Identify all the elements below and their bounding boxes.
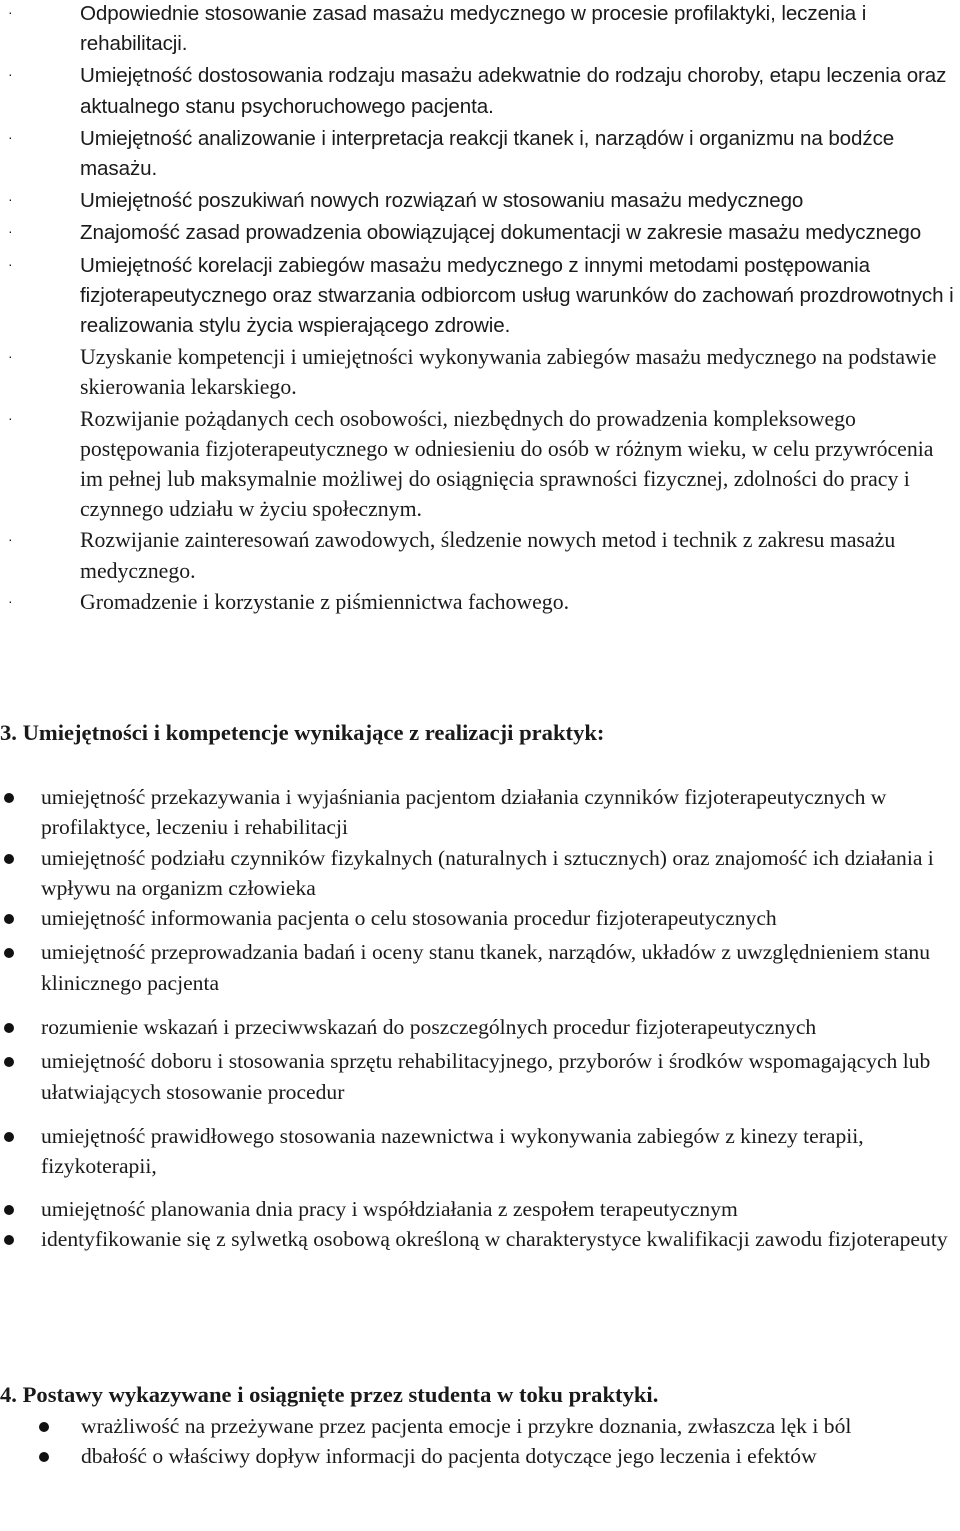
section-3-list — [0, 782, 960, 1254]
bullet-icon — [4, 914, 14, 924]
list-item: · Odpowiednie stosowanie zasad masażu medycznego w procesie profilaktyki, leczenia i rehabilitacji. — [0, 0, 960, 59]
list-item: · Umiejętność korelacji zabiegów masażu medycznego z innymi metodami postępowania fizjoterapeutycznego oraz stwarzania odbiorcom usług warunków do zachowań prozdrowotnych i realizowania stylu życia wspierającego zdrowie. — [0, 249, 960, 342]
section-4-heading: 4. Postawy wykazywane i osiągnięte przez studenta w toku praktyki. — [0, 1382, 659, 1407]
list-item: · Umiejętność analizowanie i interpretacja reakcji tkanek i, narządów i organizmu na bodźce masażu. — [0, 122, 960, 184]
bullet-icon — [4, 948, 14, 958]
bullet-icon — [4, 1235, 14, 1245]
dot-bullet-icon: · — [8, 223, 13, 240]
bullet-icon — [39, 1452, 49, 1462]
list-item: · Umiejętność dostosowania rodzaju masażu adekwatnie do rodzaju choroby, etapu leczenia oraz aktualnego stanu psychoruchowego pacjenta. — [0, 59, 960, 121]
list-item: · Znajomość zasad prowadzenia obowiązującej dokumentacji w zakresie masażu medycznego — [0, 216, 960, 248]
list-item: umiejętność podziału czynników fizykalnych (naturalnych i sztucznych) oraz znajomość ich działania i wpływu na organizm człowieka — [0, 843, 960, 904]
dot-bullet-icon: · — [8, 409, 13, 426]
bullet-icon — [4, 1132, 14, 1142]
list-item: · Rozwijanie zainteresowań zawodowych, śledzenie nowych metod i technik z zakresu masażu medycznego. — [0, 524, 960, 585]
list-item: umiejętność przekazywania i wyjaśniania pacjentom działania czynników fizjoterapeutycznych w profilaktyce, leczeniu i rehabilitacji — [0, 782, 960, 843]
dot-bullet-icon: · — [8, 255, 13, 272]
list-item: umiejętność planowania dnia pracy i współdziałania z zespołem terapeutycznym — [0, 1194, 960, 1224]
list-item: dbałość o właściwy dopływ informacji do pacjenta dotyczące jego leczenia i efektów — [0, 1441, 960, 1471]
list-item: umiejętność doboru i stosowania sprzętu rehabilitacyjnego, przyborów i środków wspomagających lub ułatwiających stosowanie procedur — [0, 1046, 960, 1107]
list-item: umiejętność prawidłowego stosowania nazewnictwa i wykonywania zabiegów z kinezy terapii, fizykoterapii, — [0, 1121, 960, 1182]
bullet-icon — [4, 1023, 14, 1033]
bullet-icon — [4, 793, 14, 803]
dot-bullet-icon: · — [8, 592, 13, 609]
list-item: · Rozwijanie pożądanych cech osobowości, niezbędnych do prowadzenia kompleksowego postępowania fizjoterapeutycznego w odniesieniu do osób w różnym wieku, w celu przywrócenia im pełnej lub maksymalnie możliwej do osiągnięcia sprawności fizycznej, zdolności do pracy i czynnego udziału w życiu społecznym. — [0, 403, 960, 525]
bullet-icon — [4, 1205, 14, 1215]
dot-bullet-icon: · — [8, 4, 13, 20]
list-item: · Gromadzenie i korzystanie z piśmiennictwa fachowego. — [0, 586, 960, 617]
dot-bullet-icon: · — [8, 191, 13, 208]
intro-competency-list — [0, 0, 960, 617]
list-item: rozumienie wskazań i przeciwwskazań do poszczególnych procedur fizjoterapeutycznych — [0, 1012, 960, 1042]
dot-bullet-icon: · — [8, 128, 13, 145]
section-3-heading: 3. Umiejętności i kompetencje wynikające z realizacji praktyk: — [0, 720, 605, 745]
dot-bullet-icon: · — [8, 66, 13, 83]
list-item: · Umiejętność poszukiwań nowych rozwiązań w stosowaniu masażu medycznego — [0, 184, 960, 216]
dot-bullet-icon: · — [8, 531, 13, 548]
bullet-icon — [4, 854, 14, 864]
bullet-icon — [4, 1057, 14, 1067]
list-item: wrażliwość na przeżywane przez pacjenta emocje i przykre doznania, zwłaszcza lęk i ból — [0, 1411, 960, 1441]
dot-bullet-icon: · — [8, 348, 13, 365]
section-4-list — [0, 1411, 960, 1472]
list-item: · Uzyskanie kompetencji i umiejętności wykonywania zabiegów masażu medycznego na podstawie skierowania lekarskiego. — [0, 341, 960, 402]
bullet-icon — [39, 1422, 49, 1432]
list-item: umiejętność przeprowadzania badań i oceny stanu tkanek, narządów, układów z uwzględnieniem stanu klinicznego pacjenta — [0, 937, 960, 998]
list-item: identyfikowanie się z sylwetką osobową określoną w charakterystyce kwalifikacji zawodu fizjoterapeuty — [0, 1224, 960, 1254]
list-item: umiejętność informowania pacjenta o celu stosowania procedur fizjoterapeutycznych — [0, 903, 960, 933]
